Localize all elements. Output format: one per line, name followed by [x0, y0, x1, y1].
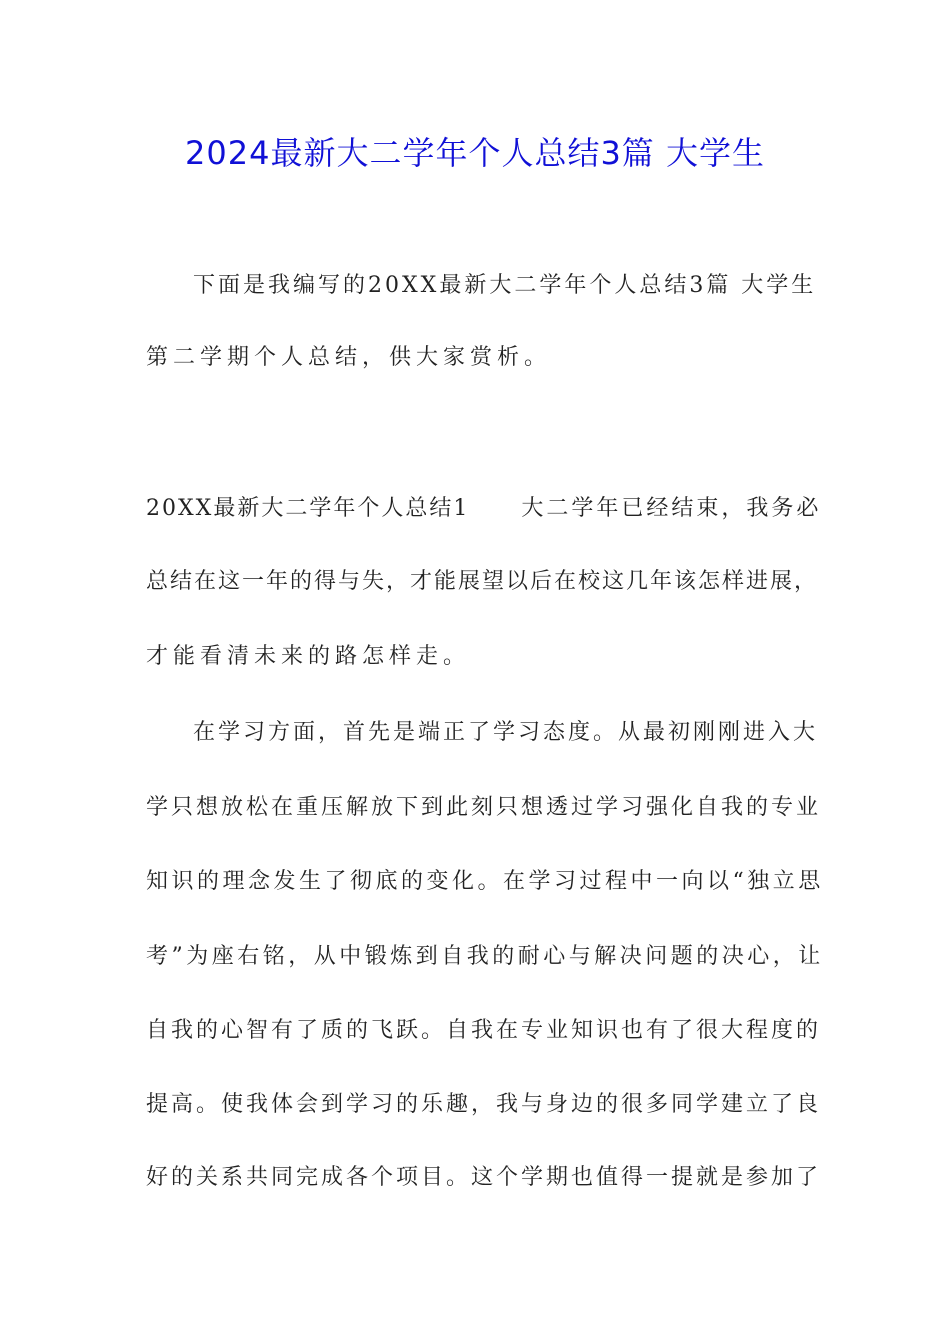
section1-line-3: 才能看清未来的路怎样走。: [146, 644, 471, 669]
intro-line-2: 第二学期个人总结，供大家赏析。: [146, 345, 552, 370]
paragraph2-line-6: 提高。使我体会到学习的乐趣，我与身边的很多同学建立了良: [146, 1092, 822, 1117]
intro-line-1: 下面是我编写的20XX最新大二学年个人总结3篇 大学生: [193, 273, 817, 298]
document-title: 2024最新大二学年个人总结3篇 大学生: [185, 134, 765, 172]
section1-heading: 20XX最新大二学年个人总结1: [146, 496, 470, 521]
paragraph2-line-4: 考”为座右铭，从中锻炼到自我的耐心与解决问题的决心，让: [146, 944, 824, 969]
paragraph2-line-5: 自我的心智有了质的飞跃。自我在专业知识也有了很大程度的: [146, 1018, 822, 1043]
paragraph2-line-2: 学只想放松在重压解放下到此刻只想透过学习强化自我的专业: [146, 795, 822, 820]
paragraph2-line-1: 在学习方面，首先是端正了学习态度。从最初刚刚进入大: [193, 720, 819, 745]
paragraph2-line-3: 知识的理念发生了彻底的变化。在学习过程中一向以“独立思: [146, 869, 824, 894]
paragraph2-line-7: 好的关系共同完成各个项目。这个学期也值得一提就是参加了: [146, 1165, 822, 1190]
section1-first-line-text: 大二学年已经结束，我务必: [521, 496, 822, 521]
section1-first-line: [146, 494, 821, 524]
section1-line-2: 总结在这一年的得与失，才能展望以后在校这几年该怎样进展，: [146, 569, 819, 594]
